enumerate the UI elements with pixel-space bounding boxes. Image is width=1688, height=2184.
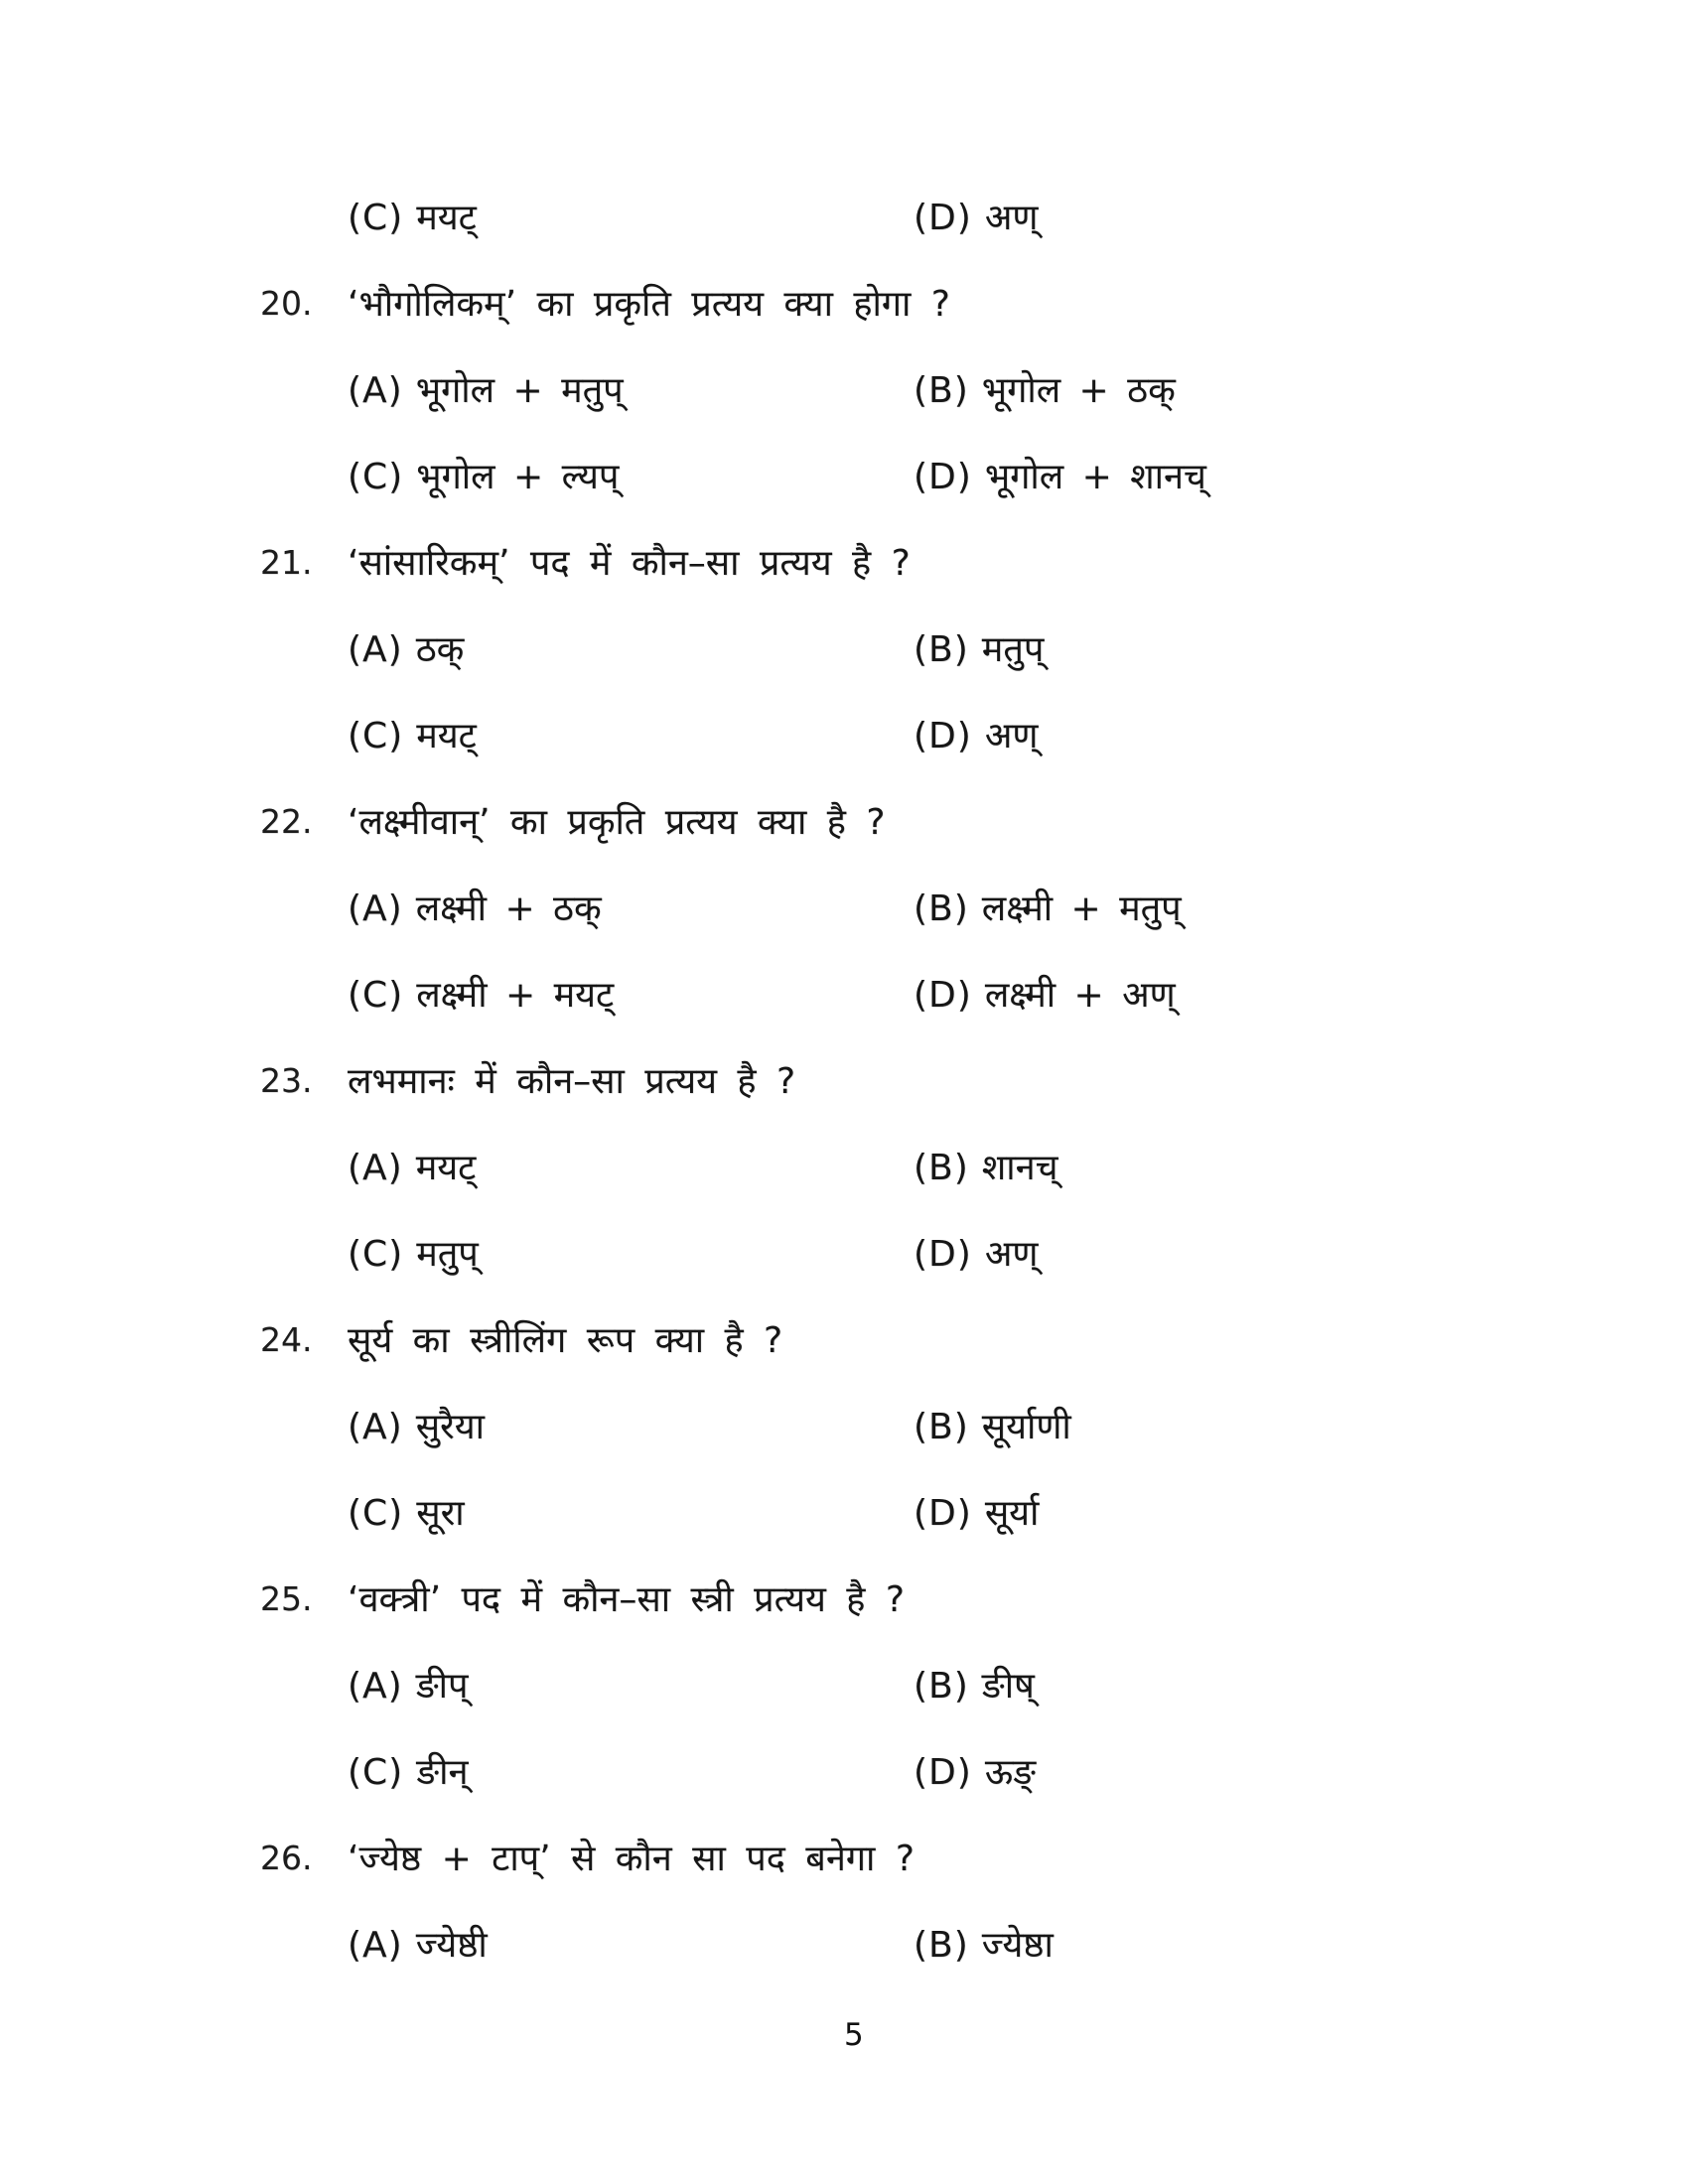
option-text: अण् [984, 715, 1039, 756]
option [914, 458, 1688, 497]
option-text: ङीन् [416, 1751, 469, 1793]
option [348, 1926, 914, 1966]
option-label: (C) [348, 197, 404, 238]
option-text: मयट् [415, 1147, 477, 1188]
option-text: ज्येष्ठा [981, 1924, 1054, 1966]
option [914, 371, 1688, 411]
option [348, 371, 914, 411]
question-line [0, 1557, 1688, 1643]
question-text: ‘लक्ष्मीवान्’ का प्रकृति प्रत्यय क्या है ? [348, 801, 886, 843]
question-number: 21. [260, 543, 313, 583]
option-label: (B) [914, 1406, 969, 1447]
option-text: अण् [984, 197, 1039, 238]
question-number: 25. [260, 1579, 313, 1619]
question-line [0, 520, 1688, 607]
options-row [0, 866, 1688, 952]
option-label: (C) [348, 974, 404, 1016]
option [914, 1494, 1688, 1534]
option [914, 1235, 1688, 1275]
question-text: ‘वक्त्री’ पद में कौन–सा स्त्री प्रत्यय है ? [348, 1578, 905, 1620]
option [914, 1408, 1688, 1447]
question-text: लभमानः में कौन–सा प्रत्यय है ? [348, 1060, 796, 1102]
options-row [0, 1902, 1688, 1988]
question-text: ‘ज्येष्ठ + टाप्’ से कौन सा पद बनेगा ? [348, 1838, 914, 1879]
options-row [0, 952, 1688, 1038]
option-label: (A) [348, 1406, 403, 1447]
option-label: (B) [914, 1147, 969, 1188]
option-text: सूर्याणी [981, 1406, 1071, 1447]
option-text: सूर्या [984, 1492, 1040, 1534]
option [348, 889, 914, 929]
option-label: (D) [914, 456, 972, 497]
option [348, 630, 914, 670]
question-line [0, 1038, 1688, 1125]
option-text: ङीष् [981, 1665, 1035, 1706]
option-label: (D) [914, 715, 972, 756]
question-line [0, 261, 1688, 347]
option-text: भूगोल + ल्यप् [416, 456, 620, 497]
option-label: (D) [914, 1492, 972, 1534]
question-number: 26. [260, 1839, 313, 1878]
option-label: (C) [348, 1751, 404, 1793]
option [914, 717, 1688, 756]
option-text: मयट् [416, 197, 477, 238]
option-label: (B) [914, 628, 969, 670]
option [348, 199, 914, 238]
option [348, 1753, 914, 1793]
option [348, 1667, 914, 1706]
option-text: सूरा [416, 1492, 465, 1534]
option-text: लक्ष्मी + मतुप् [981, 887, 1182, 929]
options-row [0, 607, 1688, 693]
options-row [0, 1470, 1688, 1557]
option-label: (A) [348, 1665, 403, 1706]
option [914, 976, 1688, 1016]
option-label: (D) [914, 1751, 972, 1793]
question-text: सूर्य का स्त्रीलिंग रूप क्या है ? [348, 1319, 783, 1361]
option-text: भूगोल + शानच् [984, 456, 1206, 497]
options-row [0, 1729, 1688, 1816]
option-label: (C) [348, 456, 404, 497]
option-text: ऊङ् [984, 1751, 1037, 1793]
option [914, 1926, 1688, 1966]
option-text: मयट् [416, 715, 477, 756]
option-label: (D) [914, 197, 972, 238]
question-line [0, 779, 1688, 866]
option [348, 976, 914, 1016]
option [914, 1149, 1688, 1188]
option-label: (B) [914, 1924, 969, 1966]
option [914, 199, 1688, 238]
options-row [0, 1384, 1688, 1470]
option [348, 1494, 914, 1534]
option-text: ङीप् [415, 1665, 469, 1706]
options-row [0, 347, 1688, 434]
option-text: सुरैया [415, 1406, 485, 1447]
option-label: (D) [914, 1233, 972, 1275]
option-text: ज्येष्ठी [415, 1924, 488, 1966]
option [914, 889, 1688, 929]
option-text: अण् [984, 1233, 1039, 1275]
option-text: भूगोल + ठक् [981, 369, 1176, 411]
options-row [0, 1211, 1688, 1297]
option [914, 1753, 1688, 1793]
option-text: भूगोल + मतुप् [415, 369, 624, 411]
option [348, 458, 914, 497]
question-line [0, 1297, 1688, 1384]
lead-options-row [0, 175, 1688, 261]
option [348, 1408, 914, 1447]
option-label: (C) [348, 1492, 404, 1534]
option [348, 1149, 914, 1188]
option-label: (A) [348, 628, 403, 670]
question-number: 22. [260, 802, 313, 842]
option-text: लक्ष्मी + मयट् [416, 974, 615, 1016]
options-row [0, 693, 1688, 779]
option-label: (C) [348, 1233, 404, 1275]
options-row [0, 1125, 1688, 1211]
option-label: (B) [914, 369, 969, 411]
question-number: 24. [260, 1320, 313, 1360]
option [914, 630, 1688, 670]
option-label: (B) [914, 1665, 969, 1706]
page-number: 5 [844, 2017, 864, 2053]
question-text: ‘सांसारिकम्’ पद में कौन–सा प्रत्यय है ? [348, 542, 911, 584]
option-text: शानच् [981, 1147, 1058, 1188]
option-label: (A) [348, 887, 403, 929]
option [914, 1667, 1688, 1706]
option-text: लक्ष्मी + ठक् [415, 887, 602, 929]
option-text: ठक् [415, 628, 465, 670]
option-text: मतुप् [416, 1233, 479, 1275]
question-text: ‘भौगोलिकम्’ का प्रकृति प्रत्यय क्या होगा ? [348, 283, 950, 325]
question-number: 23. [260, 1061, 313, 1101]
option [348, 717, 914, 756]
options-row [0, 1643, 1688, 1729]
option-text: मतुप् [981, 628, 1045, 670]
option-label: (B) [914, 887, 969, 929]
question-line [0, 1816, 1688, 1902]
option-label: (A) [348, 1147, 403, 1188]
option-label: (D) [914, 974, 972, 1016]
question-number: 20. [260, 284, 313, 324]
option-text: लक्ष्मी + अण् [984, 974, 1176, 1016]
options-row [0, 434, 1688, 520]
option-label: (C) [348, 715, 404, 756]
option-label: (A) [348, 369, 403, 411]
option [348, 1235, 914, 1275]
option-label: (A) [348, 1924, 403, 1966]
